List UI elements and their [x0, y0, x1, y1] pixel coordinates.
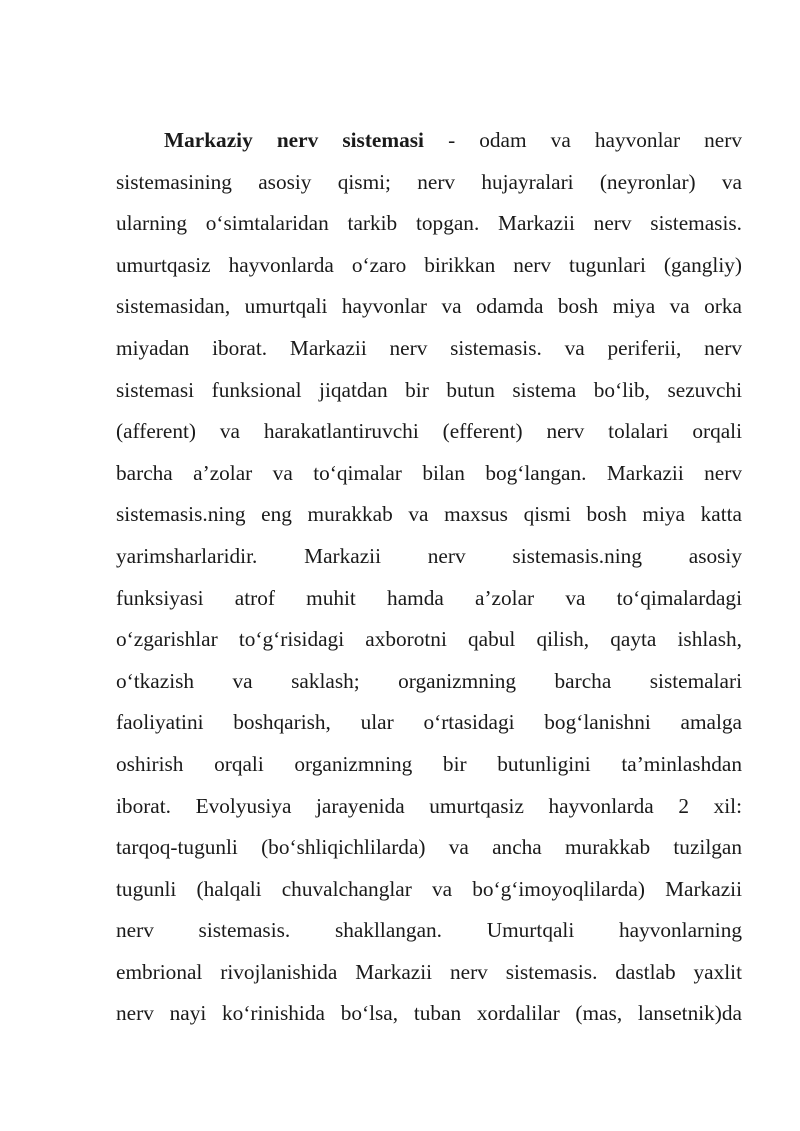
line-text: - odam va hayvonlar nerv	[448, 128, 742, 152]
paragraph-line: embrional rivojlanishida Markazii nerv sistemasis. dastlab yaxlit	[116, 959, 742, 984]
paragraph-line: o‘zgarishlar to‘g‘risidagi axborotni qabul qilish, qayta ishlash,	[116, 627, 742, 652]
paragraph-line: umurtqasiz hayvonlarda o‘zaro birikkan nerv tugunlari (gangliy)	[116, 252, 742, 277]
paragraph-line: sistemasining asosiy qismi; nerv hujayralari (neyronlar) va	[116, 169, 742, 194]
paragraph-line: miyadan iborat. Markazii nerv sistemasis. va periferii, nerv	[116, 335, 742, 360]
paragraph-line: nerv sistemasis. shakllangan. Umurtqali hayvonlarning	[116, 918, 742, 943]
paragraph-line: tarqoq-tugunli (bo‘shliqichlilarda) va ancha murakkab tuzilgan	[116, 835, 742, 860]
paragraph-line: sistemasidan, umurtqali hayvonlar va odamda bosh miya va orka	[116, 294, 742, 319]
heading-term: Markaziy nerv sistemasi	[164, 128, 424, 152]
paragraph-line: yarimsharlaridir. Markazii nerv sistemasis.ning asosiy	[116, 543, 742, 568]
paragraph-line: oshirish orqali organizmning bir butunligini ta’minlashdan	[116, 751, 742, 776]
paragraph-line: funksiyasi atrof muhit hamda a’zolar va to‘qimalardagi	[116, 585, 742, 610]
paragraph-line: (afferent) va harakatlantiruvchi (efferent) nerv tolalari orqali	[116, 419, 742, 444]
paragraph-line: barcha a’zolar va to‘qimalar bilan bog‘langan. Markazii nerv	[116, 460, 742, 485]
paragraph-line: iborat. Evolyusiya jarayenida umurtqasiz hayvonlarda 2 xil:	[116, 793, 742, 818]
paragraph-line: sistemasis.ning eng murakkab va maxsus qismi bosh miya katta	[116, 502, 742, 527]
paragraph-line: o‘tkazish va saklash; organizmning barcha sistemalari	[116, 668, 742, 693]
paragraph-line: ularning o‘simtalaridan tarkib topgan. Markazii nerv sistemasis.	[116, 211, 742, 236]
body-paragraph	[116, 120, 742, 1035]
paragraph-line: faoliyatini boshqarish, ular o‘rtasidagi bog‘lanishni amalga	[116, 710, 742, 735]
paragraph-line: nerv nayi ko‘rinishida bo‘lsa, tuban xordalilar (mas, lansetnik)da	[116, 1001, 742, 1026]
paragraph-line: sistemasi funksional jiqatdan bir butun sistema bo‘lib, sezuvchi	[116, 377, 742, 402]
paragraph-line: tugunli (halqali chuvalchanglar va bo‘g‘imoyoqlilarda) Markazii	[116, 876, 742, 901]
paragraph-line-1	[116, 120, 742, 162]
